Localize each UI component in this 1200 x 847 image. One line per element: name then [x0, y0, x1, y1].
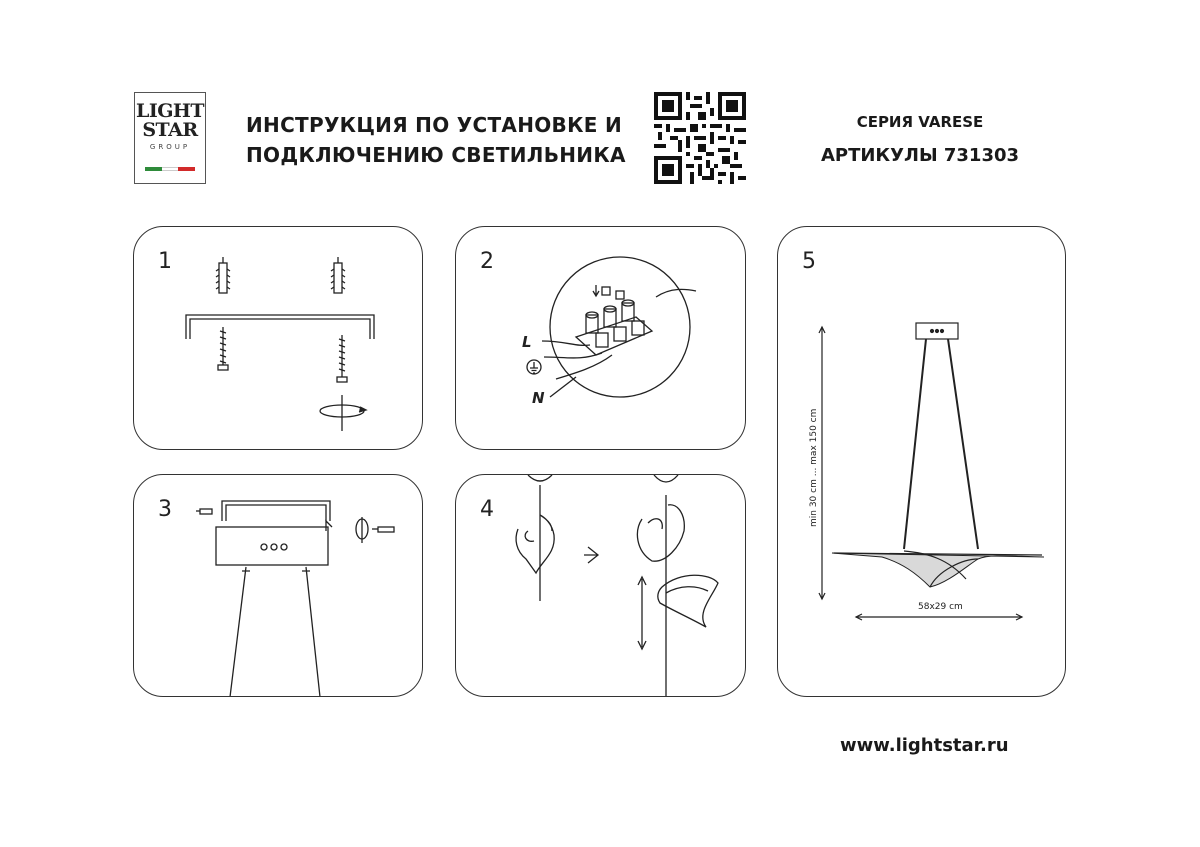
- terminal-block-icon: [576, 285, 652, 355]
- screw-icon: [337, 335, 347, 382]
- height-label: min 30 cm ... max 150 cm: [809, 408, 819, 527]
- logo-line2: STAR: [142, 119, 198, 141]
- lightstar-logo: [134, 92, 206, 184]
- wall-plug-icon: [216, 257, 230, 293]
- suspension-cable: [230, 567, 320, 697]
- title-line1: ИНСТРУКЦИЯ ПО УСТАНОВКЕ И: [246, 113, 622, 137]
- height-dimension-arrow: [819, 327, 825, 599]
- document-title: [246, 110, 626, 170]
- step-4-panel: [455, 474, 746, 697]
- suspension-cable: [904, 339, 978, 549]
- step-number: 4: [480, 497, 494, 522]
- live-label: L: [522, 333, 532, 351]
- arrow-right-icon: [584, 547, 598, 563]
- qr-code-icon: [654, 92, 746, 184]
- wall-plug-icon: [331, 257, 345, 293]
- mounting-bracket: [186, 315, 374, 339]
- hand-icon: [637, 505, 684, 561]
- rotate-arrow-icon: [356, 517, 368, 543]
- step-number: 5: [802, 249, 816, 274]
- shade-fragment: [658, 575, 718, 627]
- hand-icon: [516, 515, 554, 573]
- wires: [542, 289, 696, 379]
- step-number: 3: [158, 497, 172, 522]
- width-dimension-arrow: [856, 614, 1022, 620]
- screw-icon: [196, 509, 212, 514]
- neutral-label: N: [532, 389, 545, 407]
- step-number: 1: [158, 249, 172, 274]
- logo-line1: LIGHT: [135, 100, 205, 122]
- step-5-panel: [777, 226, 1066, 697]
- screw-icon: [372, 527, 394, 532]
- step-1-panel: [133, 226, 423, 450]
- screw-icon: [218, 327, 228, 370]
- logo-line3: GROUP: [149, 143, 191, 151]
- italian-flag-stripe: [145, 167, 195, 171]
- step-3-panel: [133, 474, 423, 697]
- up-down-arrow-icon: [638, 577, 646, 649]
- step-number: 2: [480, 249, 494, 274]
- step-2-panel: [455, 226, 746, 450]
- size-label: 58x29 cm: [918, 602, 963, 612]
- ground-icon: [527, 360, 541, 374]
- title-line2: ПОДКЛЮЧЕНИЮ СВЕТИЛЬНИКА: [246, 143, 626, 167]
- series-info: [800, 112, 1040, 168]
- article-numbers: АРТИКУЛЫ 731303: [820, 145, 1020, 166]
- series-name: СЕРИЯ VARESE: [856, 113, 984, 131]
- website-url: www.lightstar.ru: [840, 735, 1009, 756]
- rotate-arrow-icon: [320, 395, 366, 431]
- mounting-bracket: [222, 501, 330, 521]
- canopy: [216, 527, 328, 565]
